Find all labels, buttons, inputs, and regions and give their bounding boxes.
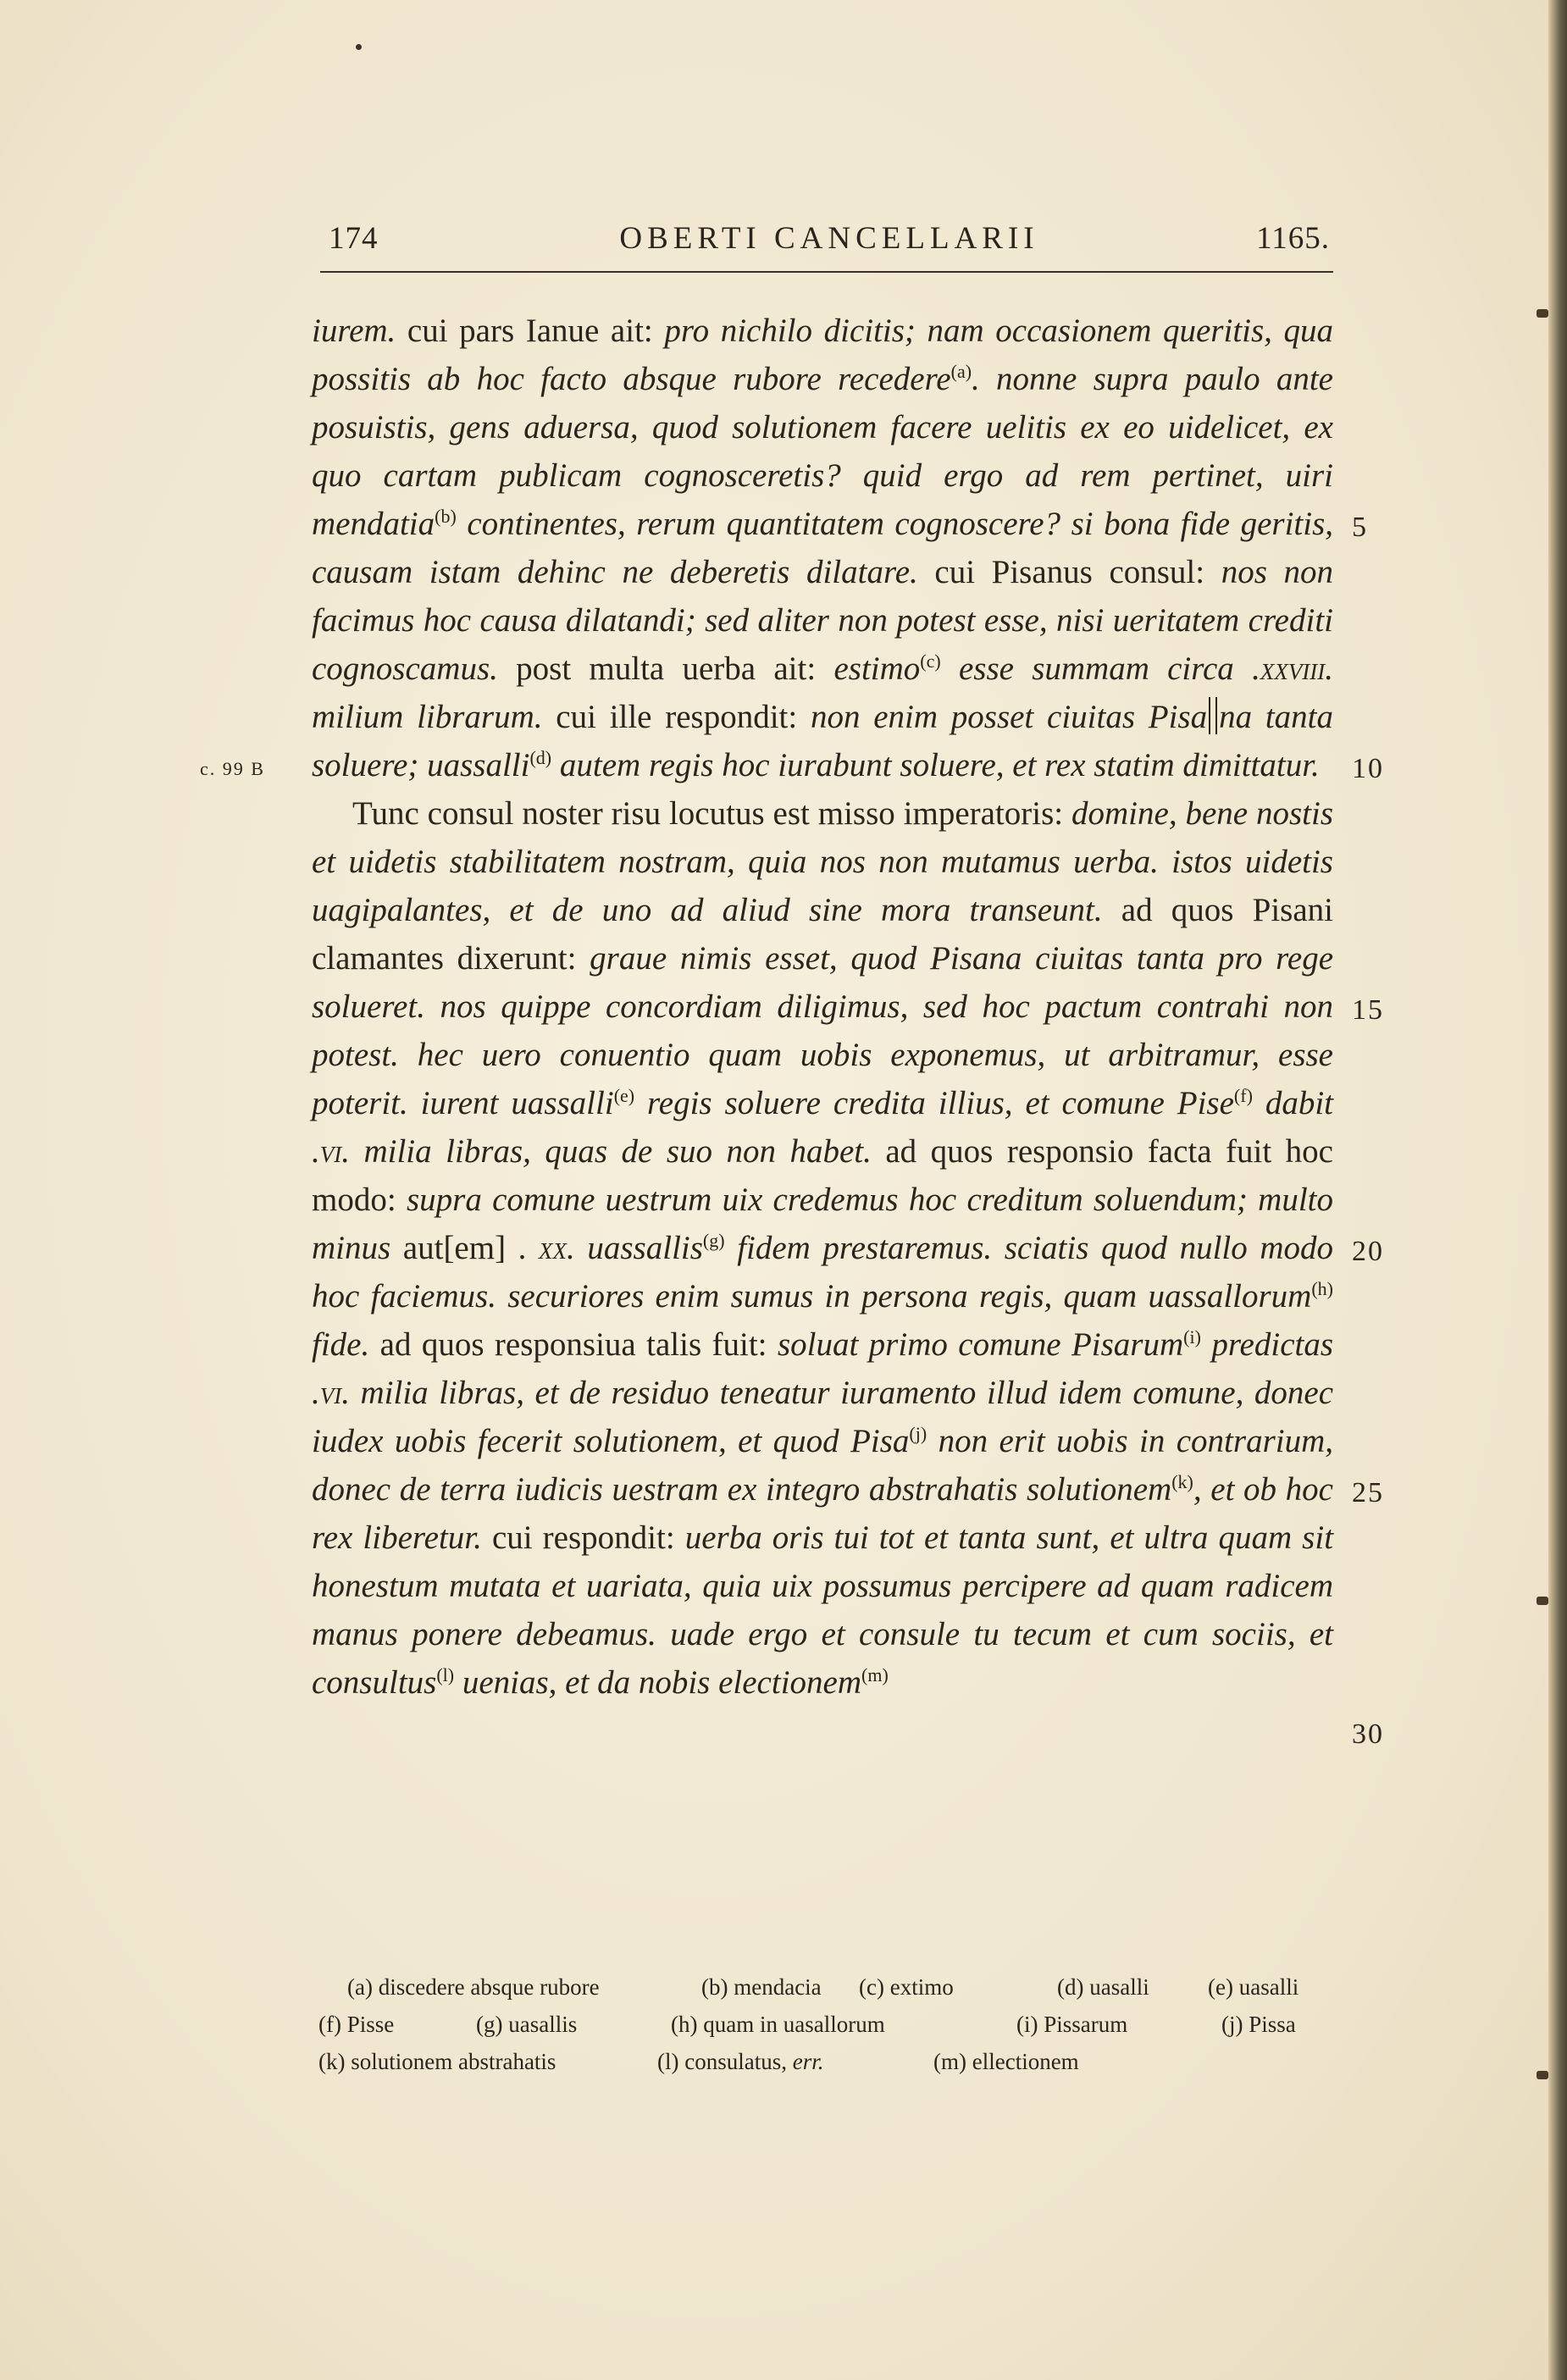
folio-break-mark [1209, 697, 1217, 734]
footnote-i: (i) Pissarum [1016, 2012, 1128, 2037]
footnotes [317, 1968, 1333, 2080]
note-ref-j: (j) [909, 1423, 927, 1444]
footnote-e: (e) uasalli [1208, 1974, 1299, 2000]
note-ref-l: (l) [436, 1664, 455, 1685]
line-number-15: 15 [1352, 994, 1384, 1026]
note-ref-b: (b) [435, 506, 457, 527]
line-number-10: 10 [1352, 753, 1384, 784]
page-number: 174 [329, 221, 379, 256]
note-ref-d: (d) [529, 747, 552, 768]
paragraph-2: Tunc consul noster risu locutus est misso imperatoris: domine, bene nostis et uidetis stabilitatem nostram, quia nos non mutamus uerba. istos uidetis uagipalantes, et de uno ad aliud sine mora transeunt. ad quos Pisani clamantes dixerunt: graue nimis esset, quod Pisana ciuitas tanta pro rege solueret. nos quippe concordiam diligimus, sed hoc pactum contrahi non potest. hec uero conuentio quam uobis exponemus, ut arbitramur, esse poterit. iurent uassalli$^{(e)}$ regis soluere credita illius, et comune Pise$^{(f)}$ dabit .vi. milia libras, quas de suo non habet. ad quos responsio facta fuit hoc modo: supra comune uestrum uix credemus hoc creditum soluendum; multo minus aut[em] . xx. uassallis$^{(g)}$ fidem prestaremus. sciatis quod nullo modo hoc faciemus. securiores enim sumus in persona regis, quam uassallorum$^{(h)}$ fide. ad quos responsiua talis fuit: soluat primo comune Pisarum$^{(i)}$ predictas .vi. milia libras, et de residuo teneatur iuramento illud idem comune, donec iudex uobis fecerit solutionem, et quod Pisa$^{(j)}$ non erit uobis in contrarium, donec de terra iudicis uestram ex integro abstrahatis solutionem$^{(k)}$, et ob hoc rex liberetur. cui respondit: uerba oris tui tot et tanta sunt, et ultra quam sit honestum mutata et uariata, quia uix possumus percipere ad quam radicem manus ponere debeamus. uade ergo et consule tu tecum et cum sociis, et consultus$^{(l)}$ uenias, et da nobis electionem$^{(m)}$ [312, 795, 1334, 1701]
footnote-d: (d) uasalli [1057, 1974, 1149, 2000]
footnote-row [317, 2006, 1333, 2043]
note-ref-e: (e) [613, 1085, 635, 1106]
paragraph-1: iurem. cui pars Ianue ait: pro nichilo dicitis; nam occasionem queritis, qua possitis ab hoc facto absque rubore recedere$^{(a)}$. nonne supra paulo ante posuistis, gens aduersa, quod solutionem facere uelitis ex eo uidelicet, ex quo cartam publicam cognosceretis? quid ergo ad rem pertinet, uiri mendatia$^{(b)}$ continentes, rerum quantitatem cognoscere? si bona fide geritis, causam istam dehinc ne deberetis dilatare. cui Pisanus consul: nos non facimus hoc causa dilatandi; sed aliter non potest esse, nisi ueritatem crediti cognoscamus. post multa uerba ait: estimo$^{(c)}$ esse summam circa .xxviii. milium librarum. cui ille respondit: non enim posset ciuitas Pisa na tanta soluere; uassalli$^{(d)}$ autem regis hoc iurabunt soluere, et rex statim dimittatur. [312, 313, 1334, 783]
footnote-h: (h) quam in uasallorum [671, 2012, 885, 2037]
running-header [329, 213, 1330, 264]
footnote-j: (j) Pissa [1221, 2012, 1296, 2037]
body-text [312, 307, 1333, 1707]
ink-speck [356, 44, 362, 50]
footnote-b: (b) mendacia [701, 1974, 822, 2000]
note-ref-a: (a) [950, 361, 972, 382]
binding-clip [1537, 1597, 1548, 1605]
header-year: 1165. [1256, 221, 1330, 256]
margin-reference: c. 99 B [200, 758, 265, 779]
note-ref-g: (g) [702, 1230, 725, 1251]
footnote-f: (f) Pisse [318, 2012, 395, 2037]
binding-clip [1537, 2071, 1548, 2079]
footnote-l: (l) consulatus, err. [657, 2049, 824, 2074]
note-ref-k: (k) [1171, 1471, 1193, 1492]
footnote-row [317, 1968, 1333, 2006]
running-title: OBERTI CANCELLARII [619, 221, 1039, 256]
line-number-5: 5 [1352, 512, 1368, 543]
note-ref-c: (c) [920, 650, 941, 672]
footnote-c: (c) extimo [859, 1974, 954, 2000]
note-ref-f: (f) [1233, 1085, 1253, 1106]
line-number-20: 20 [1352, 1236, 1384, 1267]
note-ref-h: (h) [1311, 1278, 1333, 1299]
note-ref-i: (i) [1183, 1326, 1201, 1348]
note-ref-m: (m) [861, 1664, 889, 1685]
header-rule [320, 271, 1333, 273]
line-number-30: 30 [1352, 1719, 1384, 1750]
line-number-25: 25 [1352, 1477, 1384, 1508]
footnote-a: (a) discedere absque rubore [347, 1974, 600, 2000]
page-edge [1548, 0, 1567, 2380]
binding-clip [1537, 309, 1548, 318]
footnote-row [317, 2043, 1333, 2080]
footnote-g: (g) uasallis [476, 2012, 578, 2037]
footnote-m: (m) ellectionem [933, 2049, 1079, 2074]
footnote-k: (k) solutionem abstrahatis [318, 2049, 556, 2074]
